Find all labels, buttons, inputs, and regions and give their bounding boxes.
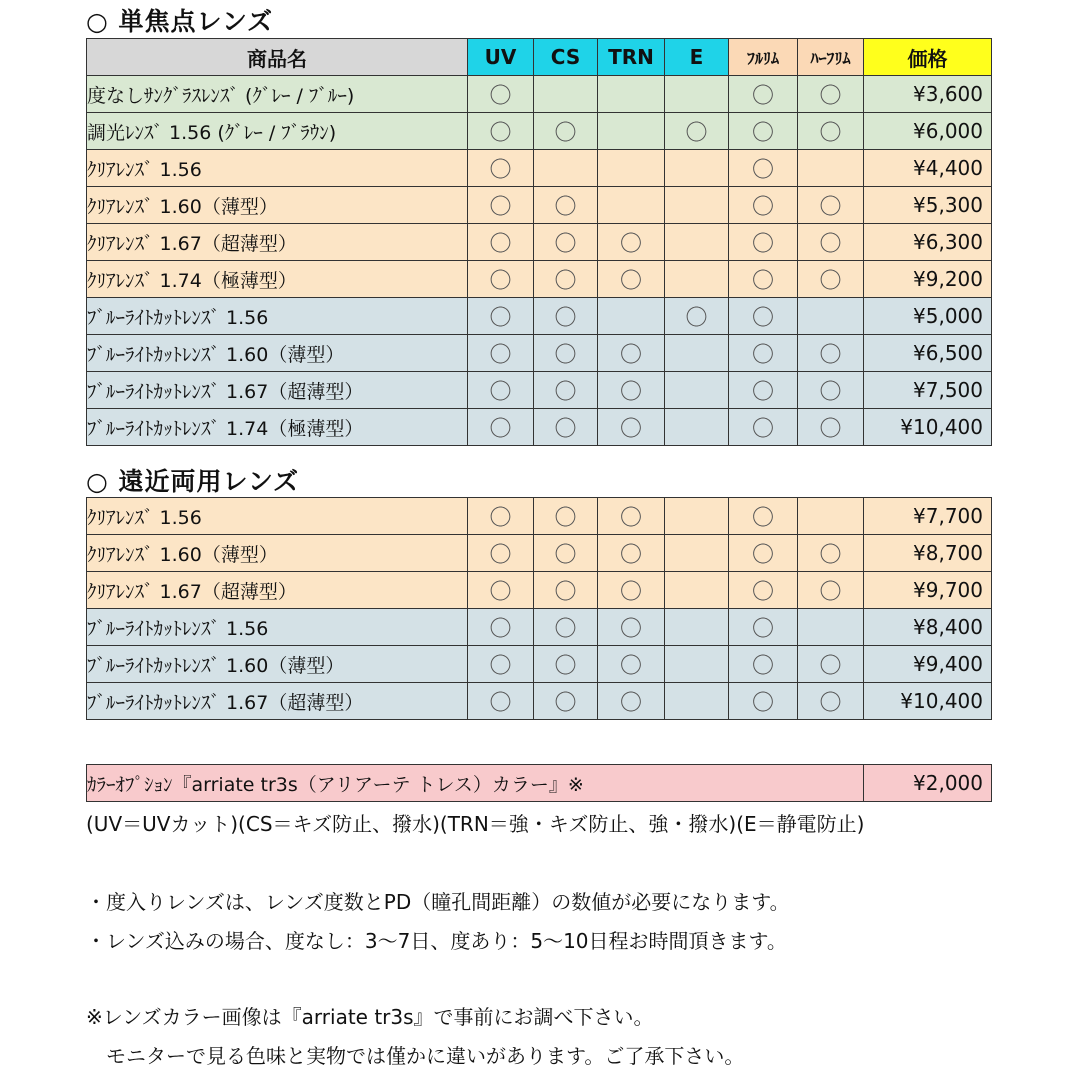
uv-cell: 〇 bbox=[468, 572, 534, 609]
table-row bbox=[87, 498, 992, 535]
cs-cell: 〇 bbox=[534, 409, 598, 446]
cs-cell bbox=[534, 150, 598, 187]
header-uv: UV bbox=[468, 39, 534, 76]
full-rim-cell: 〇 bbox=[729, 646, 798, 683]
header-full-rim: ﾌﾙﾘﾑ bbox=[729, 39, 798, 76]
price-cell: ¥10,400 bbox=[864, 409, 992, 446]
product-name-cell: ｸﾘｱﾚﾝｽﾞ 1.67（超薄型） bbox=[87, 224, 468, 261]
price-cell: ¥7,500 bbox=[864, 372, 992, 409]
half-rim-cell: 〇 bbox=[798, 224, 864, 261]
full-rim-cell: 〇 bbox=[729, 372, 798, 409]
trn-cell: 〇 bbox=[598, 372, 665, 409]
trn-cell: 〇 bbox=[598, 646, 665, 683]
note-line-3: ※レンズカラー画像は『arriate tr3s』で事前にお調べ下さい。 bbox=[86, 1005, 654, 1029]
uv-cell: 〇 bbox=[468, 113, 534, 150]
trn-cell: 〇 bbox=[598, 572, 665, 609]
product-name-cell: ｸﾘｱﾚﾝｽﾞ 1.60（薄型） bbox=[87, 535, 468, 572]
note-line-1: ・度入りレンズは、レンズ度数とPD（瞳孔間距離）の数値が必要になります。 bbox=[86, 890, 790, 914]
trn-cell: 〇 bbox=[598, 224, 665, 261]
product-name-cell: ﾌﾞﾙｰﾗｲﾄｶｯﾄﾚﾝｽﾞ 1.56 bbox=[87, 609, 468, 646]
table-row bbox=[87, 535, 992, 572]
full-rim-cell: 〇 bbox=[729, 298, 798, 335]
e-cell: 〇 bbox=[665, 298, 729, 335]
half-rim-cell: 〇 bbox=[798, 683, 864, 720]
table-row bbox=[87, 224, 992, 261]
half-rim-cell bbox=[798, 498, 864, 535]
cs-cell: 〇 bbox=[534, 298, 598, 335]
e-cell bbox=[665, 646, 729, 683]
price-cell: ¥4,400 bbox=[864, 150, 992, 187]
uv-cell: 〇 bbox=[468, 76, 534, 113]
full-rim-cell: 〇 bbox=[729, 409, 798, 446]
half-rim-cell: 〇 bbox=[798, 646, 864, 683]
cs-cell: 〇 bbox=[534, 535, 598, 572]
table-header-row bbox=[87, 39, 992, 76]
uv-cell: 〇 bbox=[468, 683, 534, 720]
uv-cell: 〇 bbox=[468, 646, 534, 683]
full-rim-cell: 〇 bbox=[729, 187, 798, 224]
color-option-table bbox=[86, 764, 992, 802]
color-option-label: ｶﾗｰｵﾌﾟｼｮﾝ『arriate tr3s（アリアーテ トレス）カラー』※ bbox=[87, 765, 864, 802]
header-price: 価格 bbox=[864, 39, 992, 76]
product-name-cell: ｸﾘｱﾚﾝｽﾞ 1.56 bbox=[87, 498, 468, 535]
section-title-progressive: ○ 遠近両用レンズ bbox=[86, 467, 300, 496]
note-line-2: ・レンズ込みの場合、度なし：3〜7日、度あり：5〜10日程お時間頂きます。 bbox=[86, 929, 787, 953]
product-name-cell: ﾌﾞﾙｰﾗｲﾄｶｯﾄﾚﾝｽﾞ 1.74（極薄型） bbox=[87, 409, 468, 446]
trn-cell bbox=[598, 113, 665, 150]
trn-cell: 〇 bbox=[598, 609, 665, 646]
cs-cell: 〇 bbox=[534, 261, 598, 298]
header-cs: CS bbox=[534, 39, 598, 76]
e-cell bbox=[665, 261, 729, 298]
e-cell bbox=[665, 409, 729, 446]
product-name-cell: ｸﾘｱﾚﾝｽﾞ 1.74（極薄型） bbox=[87, 261, 468, 298]
trn-cell bbox=[598, 187, 665, 224]
product-name-cell: 調光ﾚﾝｽﾞ 1.56 (ｸﾞﾚｰ / ﾌﾞﾗｳﾝ) bbox=[87, 113, 468, 150]
table-row bbox=[87, 372, 992, 409]
e-cell bbox=[665, 150, 729, 187]
price-cell: ¥3,600 bbox=[864, 76, 992, 113]
cs-cell: 〇 bbox=[534, 498, 598, 535]
e-cell: 〇 bbox=[665, 113, 729, 150]
trn-cell: 〇 bbox=[598, 409, 665, 446]
price-cell: ¥5,300 bbox=[864, 187, 992, 224]
e-cell bbox=[665, 76, 729, 113]
table-row bbox=[87, 298, 992, 335]
table-row bbox=[87, 572, 992, 609]
uv-cell: 〇 bbox=[468, 187, 534, 224]
trn-cell: 〇 bbox=[598, 683, 665, 720]
section-title-single-vision: ○ 単焦点レンズ bbox=[86, 7, 274, 36]
trn-cell bbox=[598, 76, 665, 113]
trn-cell: 〇 bbox=[598, 535, 665, 572]
cs-cell: 〇 bbox=[534, 224, 598, 261]
uv-cell: 〇 bbox=[468, 498, 534, 535]
table-row bbox=[87, 113, 992, 150]
uv-cell: 〇 bbox=[468, 298, 534, 335]
table-row bbox=[87, 409, 992, 446]
e-cell bbox=[665, 335, 729, 372]
cs-cell: 〇 bbox=[534, 372, 598, 409]
e-cell bbox=[665, 372, 729, 409]
product-name-cell: ｸﾘｱﾚﾝｽﾞ 1.60（薄型） bbox=[87, 187, 468, 224]
header-e: E bbox=[665, 39, 729, 76]
product-name-cell: 度なしｻﾝｸﾞﾗｽﾚﾝｽﾞ (ｸﾞﾚｰ / ﾌﾞﾙｰ) bbox=[87, 76, 468, 113]
half-rim-cell: 〇 bbox=[798, 335, 864, 372]
price-cell: ¥8,700 bbox=[864, 535, 992, 572]
price-cell: ¥6,000 bbox=[864, 113, 992, 150]
cs-cell: 〇 bbox=[534, 113, 598, 150]
table-row bbox=[87, 646, 992, 683]
cs-cell: 〇 bbox=[534, 572, 598, 609]
header-product-name: 商品名 bbox=[87, 39, 468, 76]
trn-cell bbox=[598, 150, 665, 187]
trn-cell: 〇 bbox=[598, 261, 665, 298]
full-rim-cell: 〇 bbox=[729, 498, 798, 535]
price-cell: ¥10,400 bbox=[864, 683, 992, 720]
full-rim-cell: 〇 bbox=[729, 150, 798, 187]
price-cell: ¥9,200 bbox=[864, 261, 992, 298]
half-rim-cell: 〇 bbox=[798, 535, 864, 572]
trn-cell bbox=[598, 298, 665, 335]
trn-cell: 〇 bbox=[598, 335, 665, 372]
cs-cell: 〇 bbox=[534, 683, 598, 720]
e-cell bbox=[665, 535, 729, 572]
uv-cell: 〇 bbox=[468, 409, 534, 446]
uv-cell: 〇 bbox=[468, 261, 534, 298]
full-rim-cell: 〇 bbox=[729, 113, 798, 150]
e-cell bbox=[665, 224, 729, 261]
uv-cell: 〇 bbox=[468, 535, 534, 572]
table-row bbox=[87, 150, 992, 187]
product-name-cell: ﾌﾞﾙｰﾗｲﾄｶｯﾄﾚﾝｽﾞ 1.60（薄型） bbox=[87, 646, 468, 683]
price-cell: ¥5,000 bbox=[864, 298, 992, 335]
product-name-cell: ﾌﾞﾙｰﾗｲﾄｶｯﾄﾚﾝｽﾞ 1.56 bbox=[87, 298, 468, 335]
product-name-cell: ﾌﾞﾙｰﾗｲﾄｶｯﾄﾚﾝｽﾞ 1.67（超薄型） bbox=[87, 683, 468, 720]
price-cell: ¥6,500 bbox=[864, 335, 992, 372]
color-option-price: ¥2,000 bbox=[864, 765, 992, 802]
product-name-cell: ﾌﾞﾙｰﾗｲﾄｶｯﾄﾚﾝｽﾞ 1.67（超薄型） bbox=[87, 372, 468, 409]
half-rim-cell bbox=[798, 609, 864, 646]
full-rim-cell: 〇 bbox=[729, 683, 798, 720]
cs-cell bbox=[534, 76, 598, 113]
price-cell: ¥8,400 bbox=[864, 609, 992, 646]
half-rim-cell bbox=[798, 298, 864, 335]
header-trn: TRN bbox=[598, 39, 665, 76]
half-rim-cell: 〇 bbox=[798, 372, 864, 409]
price-cell: ¥9,400 bbox=[864, 646, 992, 683]
half-rim-cell: 〇 bbox=[798, 261, 864, 298]
uv-cell: 〇 bbox=[468, 372, 534, 409]
table-row bbox=[87, 76, 992, 113]
progressive-lens-table bbox=[86, 497, 992, 720]
full-rim-cell: 〇 bbox=[729, 224, 798, 261]
product-name-cell: ｸﾘｱﾚﾝｽﾞ 1.56 bbox=[87, 150, 468, 187]
half-rim-cell: 〇 bbox=[798, 572, 864, 609]
uv-cell: 〇 bbox=[468, 150, 534, 187]
half-rim-cell: 〇 bbox=[798, 409, 864, 446]
cs-cell: 〇 bbox=[534, 187, 598, 224]
single-vision-lens-table bbox=[86, 38, 992, 446]
e-cell bbox=[665, 187, 729, 224]
half-rim-cell: 〇 bbox=[798, 187, 864, 224]
color-option-row bbox=[87, 765, 992, 802]
header-half-rim: ﾊｰﾌﾘﾑ bbox=[798, 39, 864, 76]
cs-cell: 〇 bbox=[534, 609, 598, 646]
product-name-cell: ｸﾘｱﾚﾝｽﾞ 1.67（超薄型） bbox=[87, 572, 468, 609]
price-cell: ¥7,700 bbox=[864, 498, 992, 535]
trn-cell: 〇 bbox=[598, 498, 665, 535]
e-cell bbox=[665, 609, 729, 646]
uv-cell: 〇 bbox=[468, 335, 534, 372]
half-rim-cell bbox=[798, 150, 864, 187]
full-rim-cell: 〇 bbox=[729, 572, 798, 609]
cs-cell: 〇 bbox=[534, 335, 598, 372]
uv-cell: 〇 bbox=[468, 224, 534, 261]
half-rim-cell: 〇 bbox=[798, 113, 864, 150]
table-row bbox=[87, 683, 992, 720]
uv-cell: 〇 bbox=[468, 609, 534, 646]
e-cell bbox=[665, 683, 729, 720]
e-cell bbox=[665, 498, 729, 535]
legend-text: (UV＝UVカット)(CS＝キズ防止、撥水)(TRN＝強・キズ防止、強・撥水)(E＝静電防止) bbox=[86, 812, 865, 836]
cs-cell: 〇 bbox=[534, 646, 598, 683]
full-rim-cell: 〇 bbox=[729, 609, 798, 646]
table-row bbox=[87, 609, 992, 646]
table-row bbox=[87, 261, 992, 298]
price-cell: ¥6,300 bbox=[864, 224, 992, 261]
full-rim-cell: 〇 bbox=[729, 335, 798, 372]
full-rim-cell: 〇 bbox=[729, 261, 798, 298]
full-rim-cell: 〇 bbox=[729, 76, 798, 113]
note-line-4: モニターで見る色味と実物では僅かに違いがあります。ご了承下さい。 bbox=[86, 1044, 745, 1068]
table-row bbox=[87, 187, 992, 224]
price-cell: ¥9,700 bbox=[864, 572, 992, 609]
full-rim-cell: 〇 bbox=[729, 535, 798, 572]
e-cell bbox=[665, 572, 729, 609]
half-rim-cell: 〇 bbox=[798, 76, 864, 113]
product-name-cell: ﾌﾞﾙｰﾗｲﾄｶｯﾄﾚﾝｽﾞ 1.60（薄型） bbox=[87, 335, 468, 372]
table-row bbox=[87, 335, 992, 372]
